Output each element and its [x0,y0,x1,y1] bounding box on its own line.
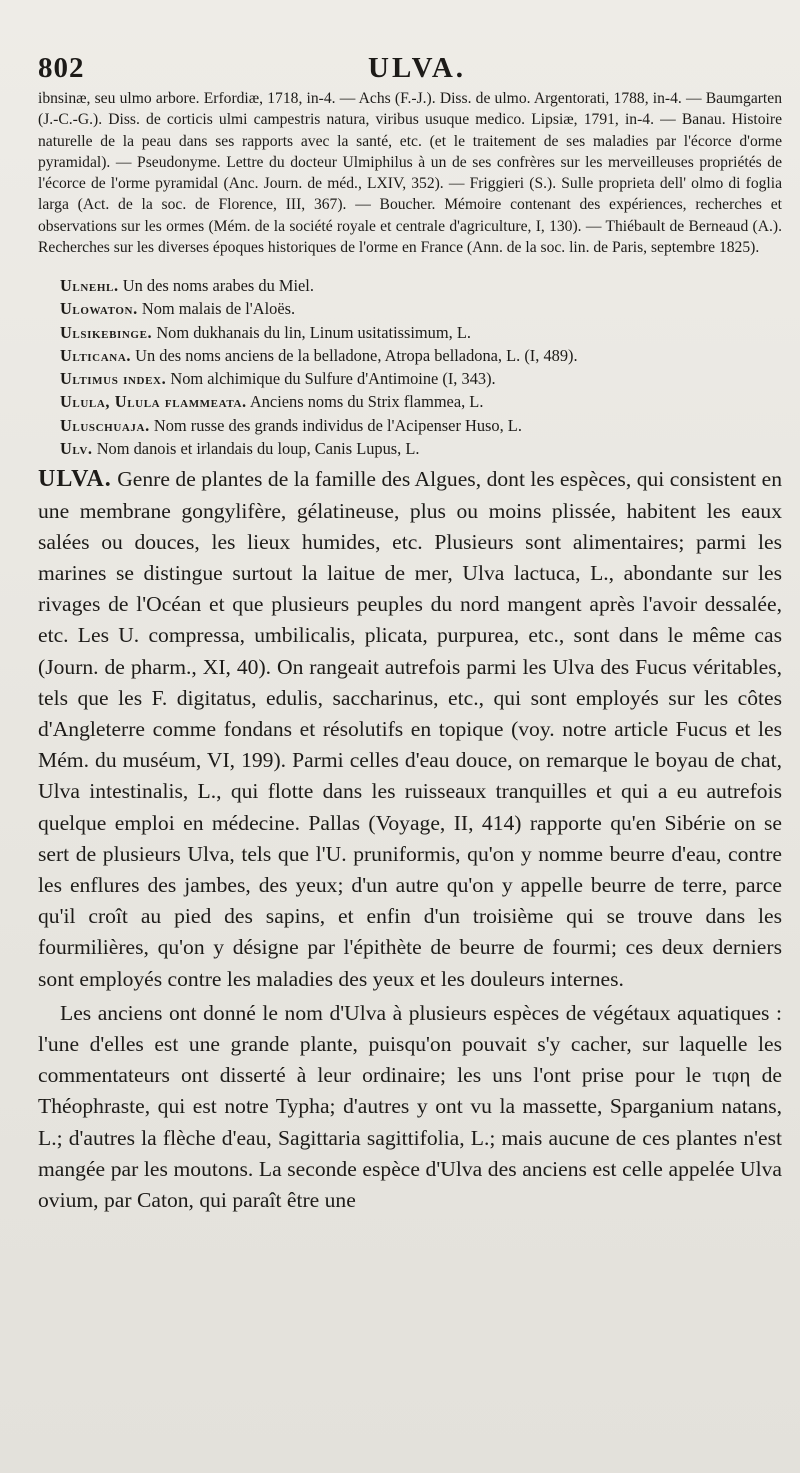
dictionary-entry [38,437,782,460]
dictionary-entry [38,274,782,297]
entry-definition: Nom dukhanais du lin, Linum usitatissimum, L. [156,322,471,342]
article-lemma: ULVA. [38,466,112,493]
dictionary-entry [38,367,782,390]
entry-headword: Ulnehl. [60,275,119,295]
dictionary-entry [38,321,782,344]
entry-definition: Anciens noms du Strix flammea, L. [249,392,484,412]
entry-headword: Ultimus index. [60,369,167,389]
main-article [38,464,782,994]
entry-headword: Ulsikebinge. [60,322,153,342]
dictionary-entry [38,344,782,367]
running-title: ULVA. [368,52,467,84]
entry-definition: Nom danois et irlandais du loup, Canis Lupus, L. [96,439,420,459]
article-paragraph: Les anciens ont donné le nom d'Ulva à plusieurs espèces de végétaux aquatiques : l'une d'elles est une grande plante, puisqu'on pouvait s'y cacher, sur laquelle les commentateurs ont disserté à leur ordinaire; les uns l'ont prise pour le τιφη de Théophraste, qui est notre Typha; d'autres y ont vu la massette, Sparganium natans, L.; d'autres la flèche d'eau, Sagittaria sagittifolia, L.; mais aucune de ces plantes n'est mangée par les moutons. La seconde espèce d'Ulva des anciens est celle appelée Ulva ovium, par Caton, qui paraît être une [38,1000,782,1213]
entry-headword: Ulowaton. [60,299,138,319]
entry-headword: Ulula, Ulula flammeata. [60,392,247,412]
entry-definition: Un des noms anciens de la belladone, Atropa belladona, L. (I, 489). [135,345,578,365]
dictionary-entry [38,414,782,437]
running-head [38,0,782,84]
entry-headword: Ulticana. [60,345,132,365]
entry-definition: Nom alchimique du Sulfure d'Antimoine (I, 343). [170,369,496,389]
page-number: 802 [38,52,85,84]
bibliography-paragraph: ibnsinæ, seu ulmo arbore. Erfordiæ, 1718, in-4. — Achs (F.-J.). Diss. de ulmo. Argentorati, 1788, in-4. — Baumgarten (J.-C.-G.). Diss. de corticis ulmi campestris natura, viribus usuque medico. Lipsiæ, 1791, in-4. — Banau. Histoire naturelle de la peau dans ses rapports avec la santé, etc. (et le traitement de ses maladies par l'écorce d'orme pyramidal). — Pseudonyme. Lettre du docteur Ulmiphilus à un de ses confrères sur les merveilleuses propriétés de l'écorce de l'orme pyramidal (Anc. Journ. de méd., LXIV, 352). — Friggieri (S.). Sulle proprieta dell' olmo di foglia larga (Act. de la soc. de Florence, III, 367). — Boucher. Mémoire contenant des expériences, recherches et observations sur les ormes (Mém. de la société royale et centrale d'agriculture, I, 130). — Thiébault de Berneaud (A.). Recherches sur les diverses époques historiques de l'orme en France (Ann. de la soc. lin. de Paris, septembre 1825). [38,90,782,257]
dictionary-entry [38,297,782,320]
dictionary-entry [38,390,782,413]
entry-headword: Ulv. [60,439,93,459]
entry-definition: Un des noms arabes du Miel. [122,275,314,295]
entry-list [38,274,782,460]
entry-headword: Uluschuaja. [60,415,150,435]
entry-definition: Nom russe des grands individus de l'Acipenser Huso, L. [153,415,522,435]
entry-definition: Nom malais de l'Aloës. [141,299,296,319]
article-body: Genre de plantes de la famille des Algues, dont les espèces, qui consistent en une membrane gongylifère, gélatineuse, plus ou moins plissée, habitent les eaux salées ou douces, les lieux humides, etc. Plusieurs sont alimentaires; parmi les marines se distingue surtout la laitue de mer, Ulva lactuca, L., abondante sur les rivages de l'Océan et que plusieurs peuples du nord mangent après l'avoir dessalée, etc. Les U. compressa, umbilicalis, plicata, purpurea, etc., sont dans le même cas (Journ. de pharm., XI, 40). On rangeait autrefois parmi les Ulva des Fucus véritables, tels que les F. digitatus, edulis, saccharinus, etc., qui sont employés sur les côtes d'Angleterre comme fondans et résolutifs en topique (voy. notre article Fucus et les Mém. du muséum, VI, 199). Parmi celles d'eau douce, on remarque le boyau de chat, Ulva intestinalis, L., qui flotte dans les ruisseaux tranquilles et qui a eu autrefois quelque emploi en médecine. Pallas (Voyage, II, 414) rapporte qu'en Sibérie on se sert de plusieurs Ulva, tels que l'U. pruniformis, qu'on y nomme beurre d'eau, contre les enflures des jambes, des yeux; d'un autre qu'on y appelle beurre de terre, parce qu'il croît au pied des sapins, et enfin d'un troisième qui se trouve dans les fourmilières, qu'on y désigne par l'épithète de beurre de fourmi; ces deux derniers sont employés contre les maladies des yeux et les douleurs internes. [38,467,782,991]
